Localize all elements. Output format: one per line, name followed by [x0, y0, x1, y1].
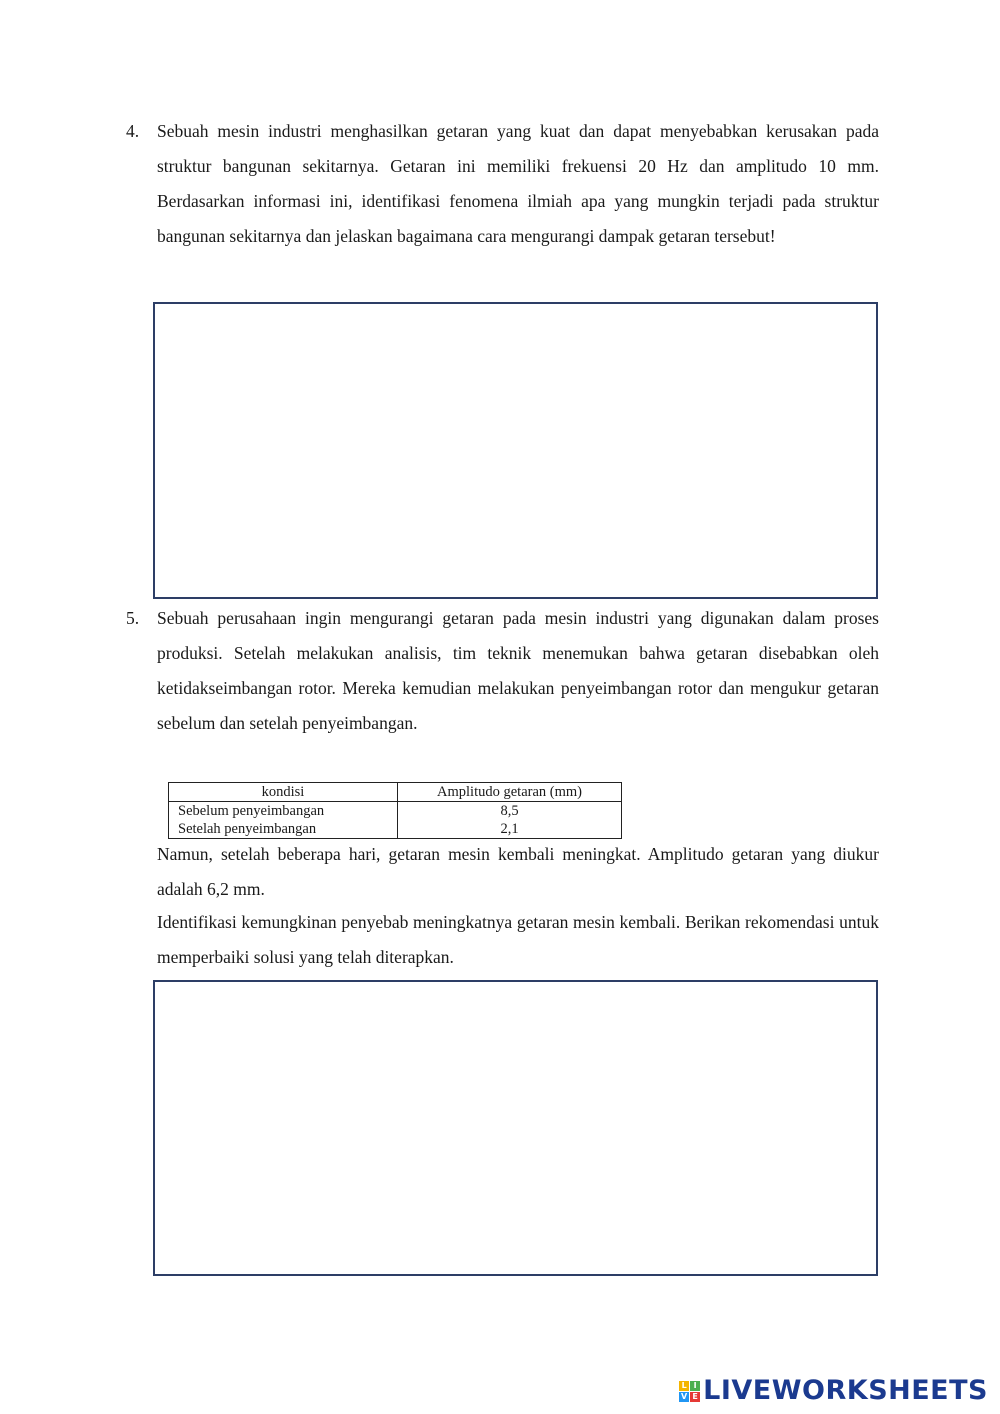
table-cell: 8,5: [398, 802, 622, 821]
table-header-row: [169, 783, 622, 802]
table-header-cell: Amplitudo getaran (mm): [398, 783, 622, 802]
question-5-followup: Namun, setelah beberapa hari, getaran mesin kembali meningkat. Amplitudo getaran yang diukur adalah 6,2 mm.: [157, 844, 879, 899]
table-header-cell: kondisi: [169, 783, 398, 802]
table-cell: Sebelum penyeimbangan: [169, 802, 398, 821]
logo-letter-l: L: [679, 1381, 689, 1391]
logo-letter-v: V: [681, 1391, 688, 1401]
table-cell: Setelah penyeimbangan: [169, 820, 398, 839]
table-row: [169, 802, 622, 821]
answer-box-question-5[interactable]: [153, 980, 878, 1276]
live-icon: [679, 1381, 700, 1402]
vibration-table: [168, 782, 622, 839]
answer-box-question-4[interactable]: [153, 302, 878, 599]
question-text: Sebuah mesin industri menghasilkan getaran yang kuat dan dapat menyebabkan kerusakan pada struktur bangunan sekitarnya. Getaran ini memiliki frekuensi 20 Hz dan amplitudo 10 mm. Berdasarkan informasi ini, identifikasi fenomena ilmiah apa yang mungkin terjadi pada struktur bangunan sekitarnya dan jelaskan bagaimana cara mengurangi dampak getaran tersebut!: [157, 121, 879, 246]
brand-name: LIVEWORKSHEETS: [703, 1375, 988, 1406]
table-cell: 2,1: [398, 820, 622, 839]
question-5-task: Identifikasi kemungkinan penyebab meningkatnya getaran mesin kembali. Berikan rekomendasi untuk memperbaiki solusi yang telah diterapkan.: [157, 912, 879, 967]
liveworksheets-logo: [679, 1376, 988, 1406]
question-number: 4.: [126, 121, 140, 141]
logo-letter-e: E: [690, 1392, 700, 1402]
table-row: [169, 820, 622, 839]
logo-letter-i: I: [690, 1381, 700, 1391]
question-text: Sebuah perusahaan ingin mengurangi getaran pada mesin industri yang digunakan dalam proses produksi. Setelah melakukan analisis, tim teknik menemukan bahwa getaran disebabkan oleh ketidakseimbangan rotor. Mereka kemudian melakukan penyeimbangan rotor dan mengukur getaran sebelum dan setelah penyeimbangan.: [157, 608, 879, 733]
question-number: 5.: [126, 608, 140, 628]
